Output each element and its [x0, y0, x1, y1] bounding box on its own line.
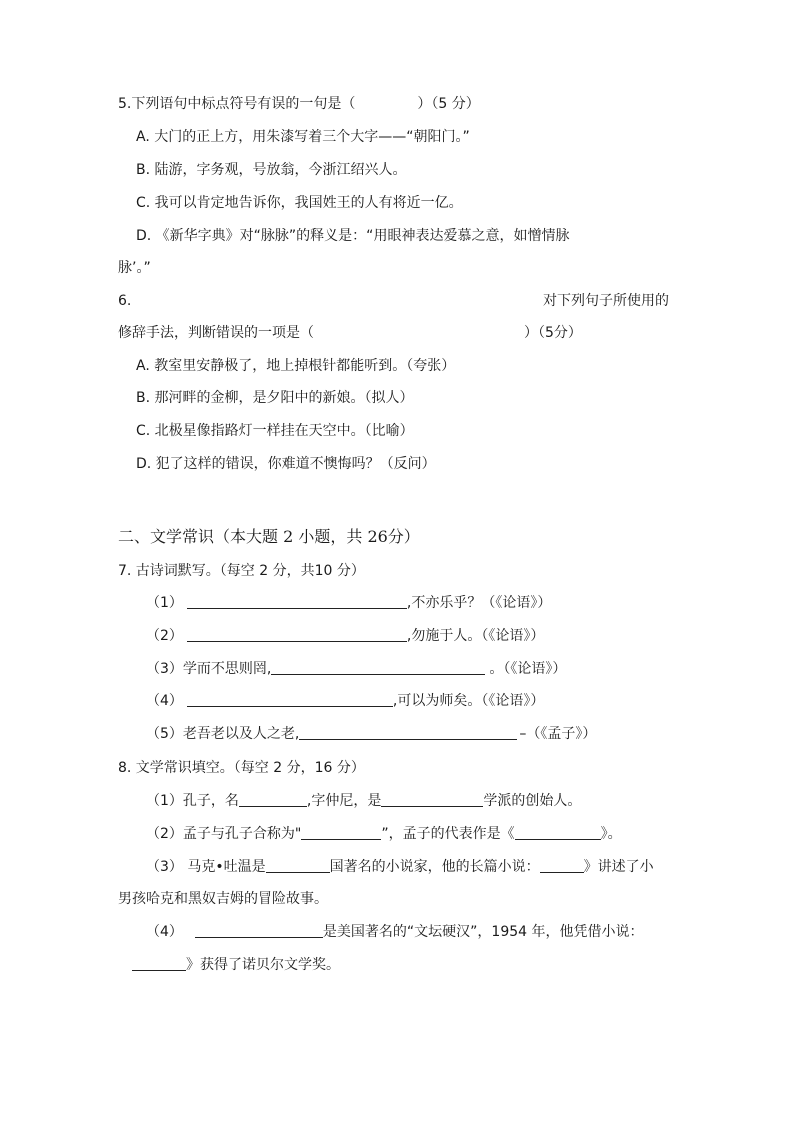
section-2-title: 二、文学常识（本大题 2 小题，共 26分）: [118, 527, 420, 546]
q8-stem: 8. 文学常识填空。（每空 2 分，16 分）: [118, 760, 365, 776]
q6-option-b: B. 那河畔的金柳，是夕阳中的新娘。（拟人）: [136, 390, 414, 406]
q6-option-a: A. 教室里安静极了，地上掉根针都能听到。（夸张）: [136, 358, 456, 374]
q8-item-3-part-b: 国著名的小说家，他的长篇小说：: [329, 859, 540, 875]
q8-item-3-part-c: 》讲述了小: [583, 859, 654, 875]
q5-stem-text: 5.下列语句中标点符号有误的一句是（: [118, 96, 356, 112]
q7-item-2-blank[interactable]: [187, 627, 407, 642]
q7-item-1-blank[interactable]: [187, 594, 407, 609]
q5-stem: [118, 94, 480, 114]
q5-option-d-line1: D. 《新华字典》对“脉脉”的释义是：“用眼神表达爱慕之意，如憎情脉: [136, 228, 570, 244]
q8-item-4-blank-author[interactable]: [195, 923, 323, 938]
q7-item-5: [146, 724, 596, 744]
q8-item-2: [146, 824, 622, 844]
q8-item-3: [146, 857, 654, 877]
q7-item-3-blank[interactable]: [271, 660, 485, 675]
q7-item-4: [146, 691, 544, 711]
q7-item-1-prefix: （1）: [146, 595, 183, 611]
q8-item-1-blank-name[interactable]: [239, 792, 307, 807]
q8-item-3-blank-novel[interactable]: [540, 858, 584, 873]
q7-item-2-suffix: ,勿施于人。（《论语》）: [406, 628, 545, 644]
q7-item-4-blank[interactable]: [187, 692, 393, 707]
q8-item-2-blank-work[interactable]: [515, 825, 601, 840]
q8-item-1-part-b: ,字仲尼，是: [306, 793, 382, 809]
q6-stem: [118, 323, 582, 343]
q7-item-5-suffix: –（《孟子》）: [519, 726, 597, 742]
q7-item-4-suffix: ,可以为师矣。（《论语》）: [392, 693, 545, 709]
q8-item-4-part-b: 是美国著名的“文坛硬汉”，1954 年，他凭借小说：: [322, 924, 644, 940]
q5-option-d-line2: 脉’。”: [118, 260, 151, 276]
q6-stem-tail: ）（5分）: [524, 325, 582, 341]
q6-option-c: C. 北极星像指路灯一样挂在天空中。（比喻）: [136, 423, 414, 439]
q7-item-5-prefix: （5）老吾老以及人之老,: [146, 726, 300, 742]
q7-item-3-suffix: 。（《论语》）: [489, 661, 567, 677]
q8-item-1-blank-school[interactable]: [381, 792, 483, 807]
q8-item-4-line2: [132, 955, 340, 975]
q8-item-4: [146, 922, 644, 942]
q8-item-1-part-c: 学派的创始人。: [483, 793, 582, 809]
q8-item-4-part-c: 》获得了诺贝尔文学奖。: [186, 957, 340, 973]
q6-option-d: D. 犯了这样的错误，你难道不懊悔吗？（反问）: [136, 456, 436, 472]
q7-item-3: [146, 659, 566, 679]
q7-stem: 7. 古诗词默写。（每空 2 分，共10 分）: [118, 563, 365, 579]
q8-item-2-part-a: （2）孟子与孔子合称为": [146, 826, 302, 842]
q5-stem-tail: ）（5 分）: [417, 96, 480, 112]
q6-number: 6.: [118, 293, 132, 309]
q8-item-1: [146, 791, 581, 811]
q7-item-2-prefix: （2）: [146, 628, 183, 644]
q6-stem-text: 修辞手法，判断错误的一项是（: [118, 325, 314, 341]
q8-item-3-line2: 男孩哈克和黑奴吉姆的冒险故事。: [118, 891, 328, 907]
q8-item-2-blank-title[interactable]: [301, 825, 381, 840]
q5-option-a: A. 大门的正上方，用朱漆写着三个大字——“朝阳门。”: [136, 129, 470, 145]
q8-item-3-blank-country[interactable]: [266, 858, 330, 873]
q8-item-2-part-b: ”，孟子的代表作是《: [381, 826, 515, 842]
q8-item-4-part-a: （4）: [146, 924, 183, 940]
q6-stem-right: 对下列句子所使用的: [543, 293, 669, 309]
q5-option-b: B. 陆游，字务观，号放翁，今浙江绍兴人。: [136, 162, 407, 178]
q8-item-2-part-c: 》。: [600, 826, 622, 842]
q7-item-3-prefix: （3）学而不思则罔,: [146, 661, 272, 677]
q7-item-1: [146, 593, 551, 613]
q7-item-4-prefix: （4）: [146, 693, 183, 709]
q7-item-2: [146, 626, 544, 646]
q5-option-c: C. 我可以肯定地告诉你，我国姓王的人有将近一亿。: [136, 195, 463, 211]
q7-item-1-suffix: ,不亦乐乎？（《论语》）: [406, 595, 552, 611]
q8-item-4-blank-novel[interactable]: [132, 956, 186, 971]
q7-item-5-blank[interactable]: [299, 725, 517, 740]
q8-item-3-part-a: （3） 马克•吐温是: [146, 859, 266, 875]
q8-item-1-part-a: （1）孔子，名: [146, 793, 239, 809]
